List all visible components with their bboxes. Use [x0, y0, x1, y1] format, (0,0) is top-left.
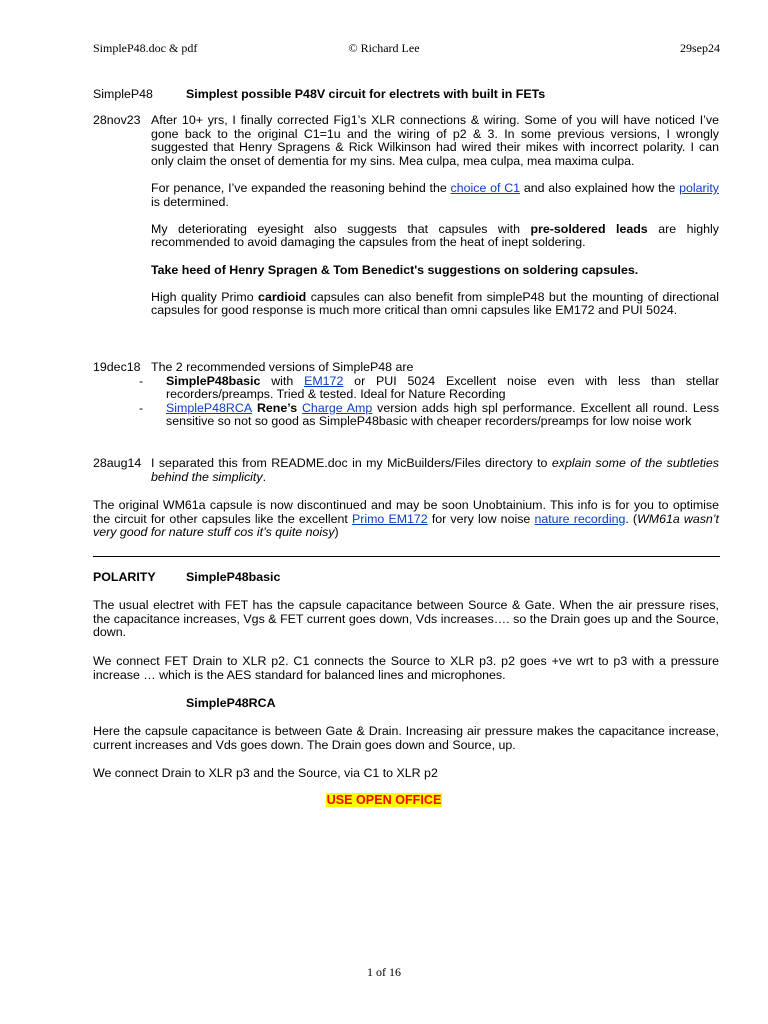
title-line: [93, 88, 719, 102]
entry-paragraph: After 10+ yrs, I finally corrected Fig1’s XLR connections & wiring. Some of you will have noticed I’ve gone back to the original C1=1u and the wiring of p2 & 3. In some previous versions, I wrongly suggested that Henry Spragens & Rick Wilkinson had wired their mikes with incorrect polarity. I can only claim the onset of dementia for my sins. Mea culpa, mea culpa, mea maxima culpa.: [151, 113, 719, 168]
list-item: - SimpleP48RCA Rene’s Charge Amp version adds high spl performance. Excellent all round. Less sensitive so not so good as SimpleP48basic with cheaper recorders/preamps for low noise work: [139, 400, 720, 429]
polarity-paragraph: Here the capsule capacitance is between Gate & Drain. Increasing air pressure makes the capacitance increase, current increases and Vds goes down. The Drain goes down and Source, up.: [93, 724, 719, 752]
entry-intro: The 2 recommended versions of SimpleP48 are: [151, 360, 414, 374]
wm61a-paragraph: The original WM61a capsule is now discontinued and may be soon Unobtainium. This info is for you to optimise the circuit for other capsules like the excellent Primo EM172 for very low noise nature recording. (WM61a wasn’t very good for nature stuff cos it’s quite noisy): [93, 498, 720, 540]
simplep48rca-link[interactable]: SimpleP48RCA: [166, 400, 253, 415]
entry-date: 19dec18: [93, 360, 141, 374]
charge-amp-link[interactable]: Charge Amp: [301, 400, 373, 415]
entry-date: 28nov23: [93, 113, 141, 127]
polarity-subheading: SimpleP48basic: [186, 570, 281, 584]
polarity-heading-line: [93, 571, 719, 585]
header-date: 29sep24: [680, 41, 720, 55]
polarity-link[interactable]: polarity: [679, 180, 720, 195]
entry-date: 28aug14: [93, 456, 142, 470]
list-item: - SimpleP48basic with EM172 or PUI 5024 Excellent noise even with less than stellar recorders/preamps. Tried & tested. Ideal for Nature Recording: [139, 373, 719, 402]
polarity-paragraph: We connect Drain to XLR p3 and the Source, via C1 to XLR p2: [93, 766, 438, 780]
entry-28nov23: [93, 114, 719, 318]
page-number: 1 of 16: [367, 965, 401, 979]
soldering-advice: Take heed of Henry Spragen & Tom Benedict's suggestions on soldering capsules.: [151, 262, 639, 277]
entry-paragraph: High quality Primo cardioid capsules can also benefit from simpleP48 but the mounting of directional capsules for good response is much more critical than omni capsules like EM172 and PUI 5024.: [151, 289, 720, 318]
primo-em172-link[interactable]: Primo EM172: [351, 511, 428, 526]
doc-name: SimpleP48: [93, 87, 153, 101]
choice-of-c1-link[interactable]: choice of C1: [450, 180, 521, 195]
header-filename: SimpleP48.doc & pdf: [93, 41, 198, 55]
horizontal-rule: [93, 556, 720, 557]
header-author: © Richard Lee: [348, 41, 420, 55]
version-list: [139, 373, 720, 429]
doc-subtitle: Simplest possible P48V circuit for electrets with built in FETs: [186, 87, 546, 101]
entry-paragraph: I separated this from README.doc in my MicBuilders/Files directory to explain some of the subtleties behind the simplicity.: [151, 456, 719, 484]
entry-paragraph: My deteriorating eyesight also suggests that capsules with pre-soldered leads are highly recommended to avoid damaging the capsules from the heat of inept soldering.: [151, 221, 719, 250]
polarity-subheading: SimpleP48RCA: [186, 696, 276, 710]
polarity-paragraph: The usual electret with FET has the capsule capacitance between Source & Gate. When the air pressure rises, the capacitance increases, Vgs & FET current goes down, Vds increases…. so the Drain goes up and the Source, down.: [93, 598, 719, 640]
entry-19dec18: [93, 361, 719, 429]
polarity-heading: POLARITY: [93, 570, 156, 584]
polarity-paragraph: We connect FET Drain to XLR p2. C1 connects the Source to XLR p3. p2 goes +ve wrt to p3 with a pressure increase … which is the AES standard for balanced lines and microphones.: [93, 654, 719, 682]
warning-line: [0, 794, 768, 808]
nature-recording-link[interactable]: nature recording: [534, 511, 626, 526]
entry-28aug14: [93, 457, 719, 484]
entry-paragraph: For penance, I’ve expanded the reasoning behind the choice of C1 and also explained how the polarity is determined.: [151, 180, 720, 209]
em172-link[interactable]: EM172: [304, 373, 344, 388]
open-office-warning: USE OPEN OFFICE: [326, 793, 442, 807]
